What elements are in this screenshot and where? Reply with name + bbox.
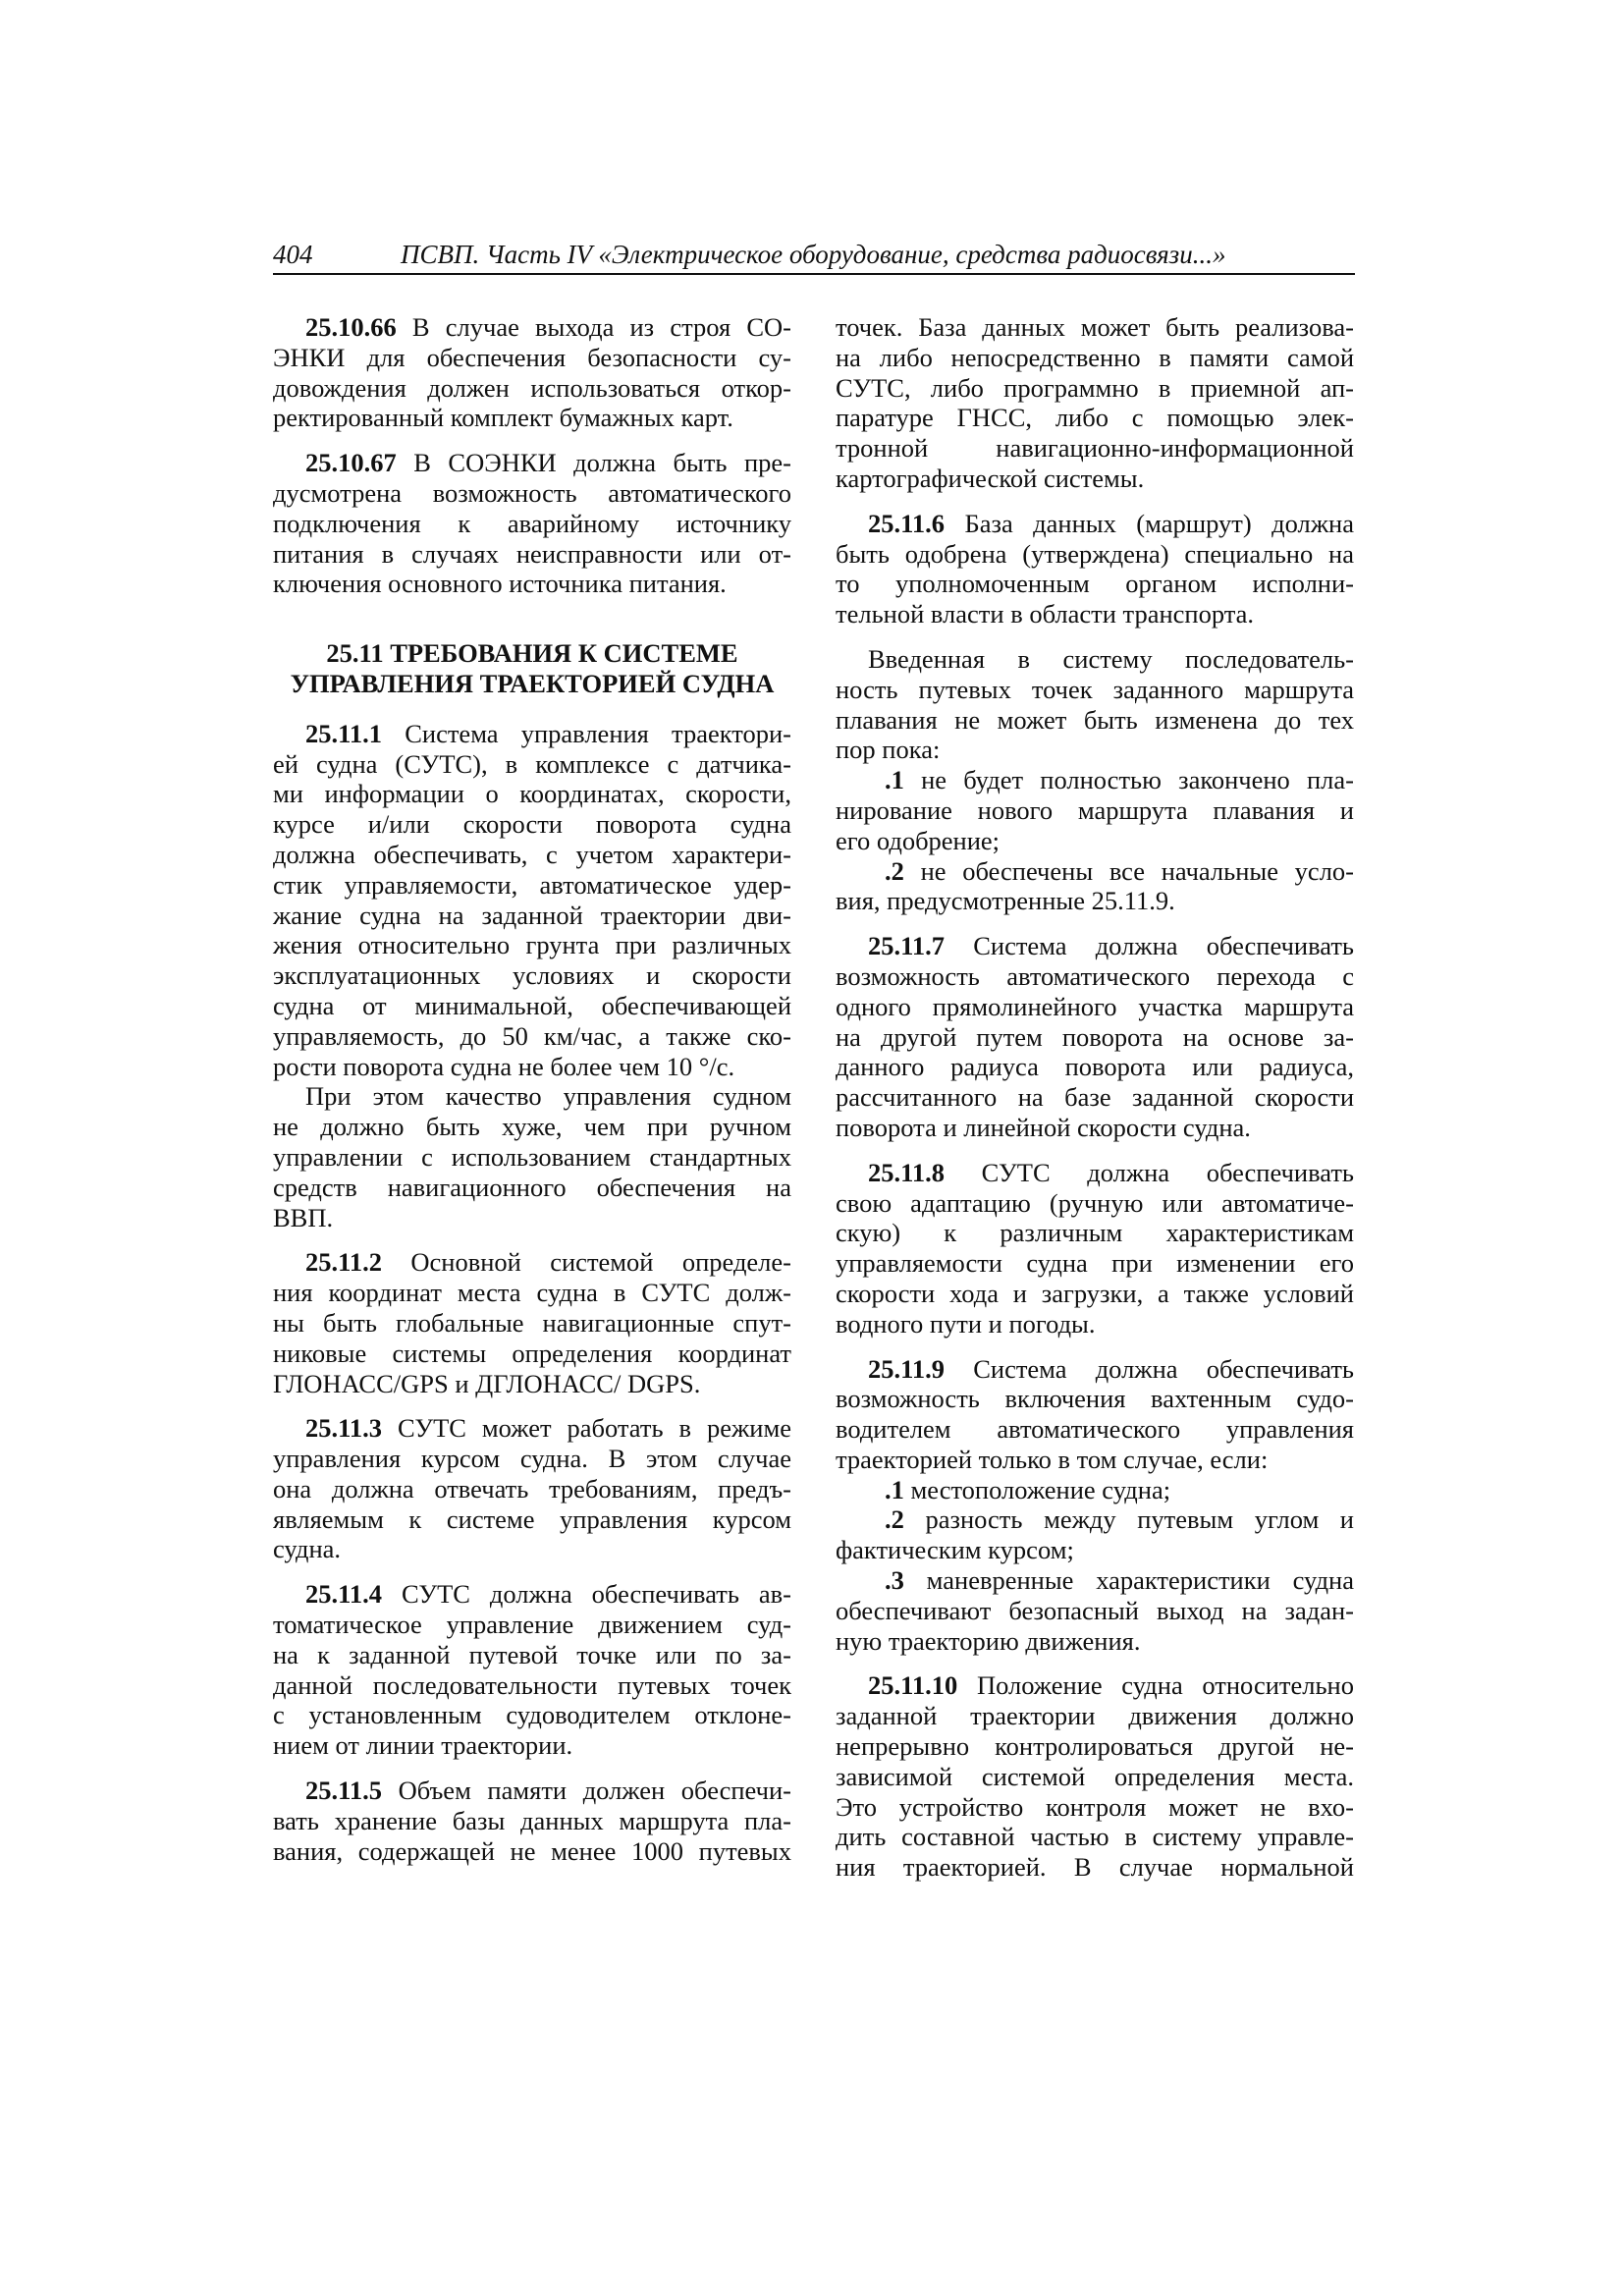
line-text: управлении с использованием стандартных: [273, 1141, 791, 1172]
clause-25-10-66: [273, 312, 791, 433]
clause-25-11-10: [836, 1670, 1354, 1883]
line-text: на другой путем поворота на основе за-: [836, 1021, 1354, 1052]
text-line: [273, 1504, 791, 1535]
text-line: [273, 1308, 791, 1339]
text-line: [836, 1309, 1354, 1339]
line-text: обеспечивают безопасный выход на задан-: [836, 1595, 1354, 1625]
line-text: ректированный комплект бумажных карт.: [273, 403, 733, 433]
text-line: [836, 1792, 1354, 1823]
text-line: [273, 1776, 791, 1806]
line-text: являемым к системе управления курсом: [273, 1503, 791, 1534]
line-text: подключения к аварийному источнику: [273, 508, 791, 538]
text-line: [273, 1730, 791, 1761]
running-title: ПСВП. Часть IV «Электрическое оборудование, средства радиосвязи...»: [401, 240, 1226, 269]
clause-number: .2: [885, 1504, 904, 1535]
text-line: [273, 901, 791, 931]
text-line: [273, 1413, 791, 1444]
text-line: [273, 1579, 791, 1610]
text-line: [273, 1278, 791, 1308]
text-line: [273, 312, 791, 343]
line-text: ную траекторию движения.: [836, 1625, 1141, 1656]
text-line: [836, 1701, 1354, 1731]
line-text: 25.11 ТРЕБОВАНИЯ К СИСТЕМЕ: [326, 638, 738, 669]
text-line: [836, 464, 1354, 494]
clause-25-11-8: [836, 1158, 1354, 1339]
text-line: [273, 1339, 791, 1369]
clause-number: .1: [885, 1474, 904, 1504]
text-line: [273, 373, 791, 404]
text-line: [836, 373, 1354, 404]
line-text: Система должна обеспечивать: [945, 931, 1354, 961]
text-line: [273, 1610, 791, 1640]
text-line: [273, 719, 791, 749]
clause-25-11-7: [836, 931, 1354, 1143]
line-text: тельной власти в области транспорта.: [836, 599, 1255, 629]
line-text: возможность автоматического перехода с: [836, 960, 1354, 991]
line-text: не обеспечены все начальные усло-: [903, 855, 1354, 886]
line-text: ны быть глобальные навигационные спут-: [273, 1307, 791, 1338]
line-text: управляемости судна при изменении его: [836, 1248, 1354, 1279]
text-line: [836, 1188, 1354, 1219]
text-line: [273, 991, 791, 1021]
clause-number: 25.11.3: [305, 1413, 383, 1444]
clause-25-11-1: [273, 719, 791, 1082]
text-line: [836, 1596, 1354, 1626]
line-text: скорости хода и загрузки, а также условий: [836, 1278, 1354, 1308]
line-text: курсе и/или скорости поворота судна: [273, 809, 791, 840]
clause-number: .2: [885, 855, 904, 886]
text-line: [273, 448, 791, 478]
text-line: [836, 1248, 1354, 1279]
clause-25-11-6: [836, 509, 1354, 629]
line-text: судна.: [273, 1534, 342, 1564]
page-number: 404: [273, 240, 313, 269]
line-text: зависимой системой определения места.: [836, 1761, 1354, 1791]
text-line: [273, 809, 791, 840]
line-text: местоположение судна;: [903, 1474, 1171, 1504]
paragraph: [836, 312, 1354, 494]
text-line: [273, 930, 791, 960]
text-line: [273, 1700, 791, 1730]
text-line: [836, 569, 1354, 599]
line-text: поворота и линейной скорости судна.: [836, 1112, 1251, 1142]
line-text: должна обеспечивать, с учетом характери-: [273, 839, 791, 869]
text-line: [273, 1444, 791, 1474]
clause-number: .3: [885, 1565, 904, 1596]
line-text: Система должна обеспечивать: [945, 1353, 1354, 1384]
line-text: траекторией только в том случае, если:: [836, 1444, 1269, 1474]
clause-25-11-2: [273, 1247, 791, 1398]
clause-number: 25.11.9: [868, 1353, 946, 1384]
clause-number: 25.11.8: [868, 1157, 946, 1187]
text-line: [836, 644, 1354, 675]
text-line: [273, 1247, 791, 1278]
text-line: [836, 1022, 1354, 1053]
text-line: [273, 1052, 791, 1082]
line-text: Система управления траектори-: [382, 718, 791, 748]
line-text: его одобрение;: [836, 825, 1001, 855]
line-text: никовые системы определения координат: [273, 1338, 791, 1368]
clause-number: 25.11.1: [305, 718, 383, 748]
line-text: ми информации о координатах, скорости,: [273, 779, 791, 809]
line-text: ния координат места судна в СУТС долж-: [273, 1278, 791, 1308]
line-text: вать хранение базы данных маршрута пла-: [273, 1805, 791, 1835]
text-line: [836, 403, 1354, 433]
line-text: не должно быть хуже, чем при ручном: [273, 1112, 791, 1142]
line-text: управляемость, до 50 км/час, а также ско-: [273, 1020, 791, 1051]
text-line: [836, 1475, 1354, 1505]
text-line: [273, 1369, 791, 1399]
text-line: [273, 403, 791, 433]
line-text: нирование нового маршрута плавания и: [836, 794, 1354, 825]
text-line: [273, 1021, 791, 1052]
text-line: [836, 1354, 1354, 1385]
text-line: [273, 1640, 791, 1670]
line-text: быть одобрена (утверждена) специально на: [836, 538, 1354, 569]
clause-item-2: [836, 856, 1354, 917]
line-text: стик управляемости, автоматическое удер-: [273, 869, 791, 900]
line-text: вия, предусмотренные 25.11.9.: [836, 886, 1175, 916]
text-line: [836, 992, 1354, 1022]
line-text: тронной навигационно-информационной: [836, 433, 1354, 464]
section-heading: [273, 638, 791, 699]
line-text: Основной системой определе-: [382, 1247, 791, 1278]
clause-item-2: [836, 1504, 1354, 1565]
line-text: не будет полностью закончено пла-: [903, 765, 1354, 795]
paragraph: [273, 1081, 791, 1232]
line-text: Положение судна относительно: [957, 1670, 1354, 1701]
line-text: В СОЭНКИ должна быть пре-: [396, 448, 791, 478]
text-line: [836, 931, 1354, 961]
line-text: ключения основного источника питания.: [273, 569, 727, 599]
line-text: эксплуатационных условиях и скорости: [273, 960, 791, 991]
text-line: [836, 1822, 1354, 1852]
clause-25-11-3: [273, 1413, 791, 1564]
clause-number: 25.11.5: [305, 1776, 383, 1806]
text-line: [836, 856, 1354, 887]
line-text: судна от минимальной, обеспечивающей: [273, 990, 791, 1020]
line-text: СУТС, либо программно в приемной ап-: [836, 372, 1354, 403]
text-line: [273, 749, 791, 780]
text-line: [836, 886, 1354, 916]
text-line: [836, 1852, 1354, 1883]
line-text: точек. База данных может быть реализова-: [836, 312, 1354, 342]
line-text: разность между путевым углом и: [903, 1504, 1354, 1535]
running-header: [273, 240, 1355, 275]
text-line: [273, 1474, 791, 1504]
line-text: одного прямолинейного участка маршрута: [836, 991, 1354, 1021]
clause-number: 25.11.10: [868, 1670, 958, 1701]
clause-25-11-9: [836, 1354, 1354, 1475]
clause-number: 25.11.6: [868, 508, 946, 538]
text-line: [836, 539, 1354, 570]
clause-item-1: [836, 765, 1354, 855]
text-line: [836, 1762, 1354, 1792]
line-text: картографической системы.: [836, 463, 1145, 493]
text-line: [836, 343, 1354, 373]
text-line: [836, 1626, 1354, 1657]
text-line: [836, 599, 1354, 629]
text-line: [836, 433, 1354, 464]
paragraph: [836, 644, 1354, 765]
text-line: [836, 1445, 1354, 1475]
line-text: данной последовательности путевых точек: [273, 1669, 791, 1700]
text-line: [273, 669, 791, 699]
text-line: [273, 1203, 791, 1233]
text-line: [836, 765, 1354, 795]
line-text: рости поворота судна не более чем 10 °/с.: [273, 1051, 735, 1081]
text-line: [273, 1806, 791, 1836]
text-line: [273, 509, 791, 539]
text-line: [836, 1279, 1354, 1309]
line-text: СУТС должна обеспечивать ав-: [382, 1579, 791, 1610]
text-line: [273, 478, 791, 509]
line-text: дить составной частью в систему управле-: [836, 1822, 1354, 1852]
right-column: [836, 312, 1354, 1897]
text-line: [836, 1535, 1354, 1565]
line-text: то уполномоченным органом исполни-: [836, 569, 1354, 599]
text-line: [836, 1414, 1354, 1445]
text-line: [836, 705, 1354, 736]
text-line: [273, 1142, 791, 1173]
line-text: свою адаптацию (ручную или автоматиче-: [836, 1187, 1354, 1218]
text-line: [836, 1158, 1354, 1188]
text-line: [273, 1670, 791, 1701]
left-column: [273, 312, 791, 1881]
line-text: СУТС может работать в режиме: [382, 1413, 791, 1444]
clause-number: 25.10.67: [305, 448, 397, 478]
line-text: ния траекторией. В случае нормальной: [836, 1852, 1354, 1883]
clause-25-10-67: [273, 448, 791, 599]
text-line: [273, 343, 791, 373]
line-text: При этом качество управления судном: [305, 1081, 791, 1112]
line-text: управления курсом судна. В этом случае: [273, 1444, 791, 1474]
line-text: ВВП.: [273, 1202, 334, 1232]
clause-25-11-5: [273, 1776, 791, 1866]
line-text: питания в случаях неисправности или от-: [273, 538, 791, 569]
line-text: водного пути и погоды.: [836, 1308, 1096, 1339]
line-text: Объем памяти должен обеспечи-: [382, 1776, 791, 1806]
text-line: [273, 539, 791, 570]
text-line: [273, 569, 791, 599]
text-line: [273, 638, 791, 669]
text-line: [273, 1173, 791, 1203]
line-text: Это устройство контроля может не вхо-: [836, 1791, 1354, 1822]
line-text: База данных (маршрут) должна: [945, 508, 1354, 538]
text-line: [273, 1836, 791, 1867]
line-text: ность путевых точек заданного маршрута: [836, 674, 1354, 704]
text-line: [836, 1113, 1354, 1143]
text-line: [836, 509, 1354, 539]
text-line: [836, 961, 1354, 992]
line-text: на либо непосредственно в памяти самой: [836, 342, 1354, 372]
text-line: [836, 1731, 1354, 1762]
line-text: УПРАВЛЕНИЯ ТРАЕКТОРИЕЙ СУДНА: [290, 668, 775, 698]
line-text: ГЛОНАСС/GPS и ДГЛОНАСС/ DGPS.: [273, 1368, 701, 1398]
text-line: [836, 675, 1354, 705]
line-text: жание судна на заданной траектории дви-: [273, 900, 791, 930]
line-text: плавания не может быть изменена до тех: [836, 704, 1354, 735]
line-text: данного радиуса поворота или радиуса,: [836, 1052, 1354, 1082]
line-text: томатическое управление движением суд-: [273, 1610, 791, 1640]
text-line: [836, 826, 1354, 856]
text-line: [273, 779, 791, 809]
line-text: рассчитанного на базе заданной скорости: [836, 1082, 1354, 1113]
text-line: [273, 1112, 791, 1142]
line-text: фактическим курсом;: [836, 1535, 1074, 1565]
text-line: [836, 312, 1354, 343]
line-text: довождения должен использоваться откор-: [273, 372, 791, 403]
line-text: ей судна (СУТС), в комплексе с датчика-: [273, 748, 791, 779]
clause-item-1: [836, 1475, 1354, 1505]
line-text: непрерывно контролироваться другой не-: [836, 1731, 1354, 1762]
line-text: водителем автоматического управления: [836, 1414, 1354, 1445]
line-text: средств навигационного обеспечения на: [273, 1172, 791, 1202]
line-text: Введенная в систему последователь-: [868, 643, 1354, 674]
line-text: паратуре ГНСС, либо с помощью элек-: [836, 403, 1354, 433]
line-text: скую) к различным характеристикам: [836, 1218, 1354, 1248]
text-line: [273, 960, 791, 991]
clause-item-3: [836, 1565, 1354, 1656]
clause-number: 25.11.7: [868, 931, 946, 961]
line-text: В случае выхода из строя СО-: [396, 312, 791, 342]
clause-number: 25.11.4: [305, 1579, 383, 1610]
text-line: [836, 1052, 1354, 1082]
line-text: с установленным судоводителем отклоне-: [273, 1700, 791, 1730]
line-text: возможность включения вахтенным судо-: [836, 1384, 1354, 1414]
text-line: [836, 735, 1354, 765]
line-text: нием от линии траектории.: [273, 1730, 573, 1761]
text-line: [273, 1081, 791, 1112]
text-line: [836, 795, 1354, 826]
text-line: [836, 1082, 1354, 1113]
line-text: заданной траектории движения должно: [836, 1701, 1354, 1731]
line-text: маневренные характеристики судна: [903, 1565, 1354, 1596]
text-line: [836, 1670, 1354, 1701]
line-text: жения относительно грунта при различных: [273, 930, 791, 960]
text-line: [836, 1218, 1354, 1248]
text-line: [273, 1534, 791, 1564]
line-text: на к заданной путевой точке или по за-: [273, 1639, 791, 1669]
line-text: СУТС должна обеспечивать: [945, 1157, 1354, 1187]
line-text: вания, содержащей не менее 1000 путевых: [273, 1835, 791, 1866]
clause-number: 25.10.66: [305, 312, 397, 342]
line-text: она должна отвечать требованиям, предъ-: [273, 1473, 791, 1503]
clause-25-11-4: [273, 1579, 791, 1761]
line-text: ЭНКИ для обеспечения безопасности су-: [273, 342, 791, 372]
text-line: [273, 840, 791, 870]
clause-number: 25.11.2: [305, 1247, 383, 1278]
clause-number: .1: [885, 765, 904, 795]
text-line: [273, 870, 791, 901]
text-line: [836, 1504, 1354, 1535]
line-text: пор пока:: [836, 735, 941, 765]
text-line: [836, 1384, 1354, 1414]
line-text: дусмотрена возможность автоматического: [273, 477, 791, 508]
text-line: [836, 1565, 1354, 1596]
